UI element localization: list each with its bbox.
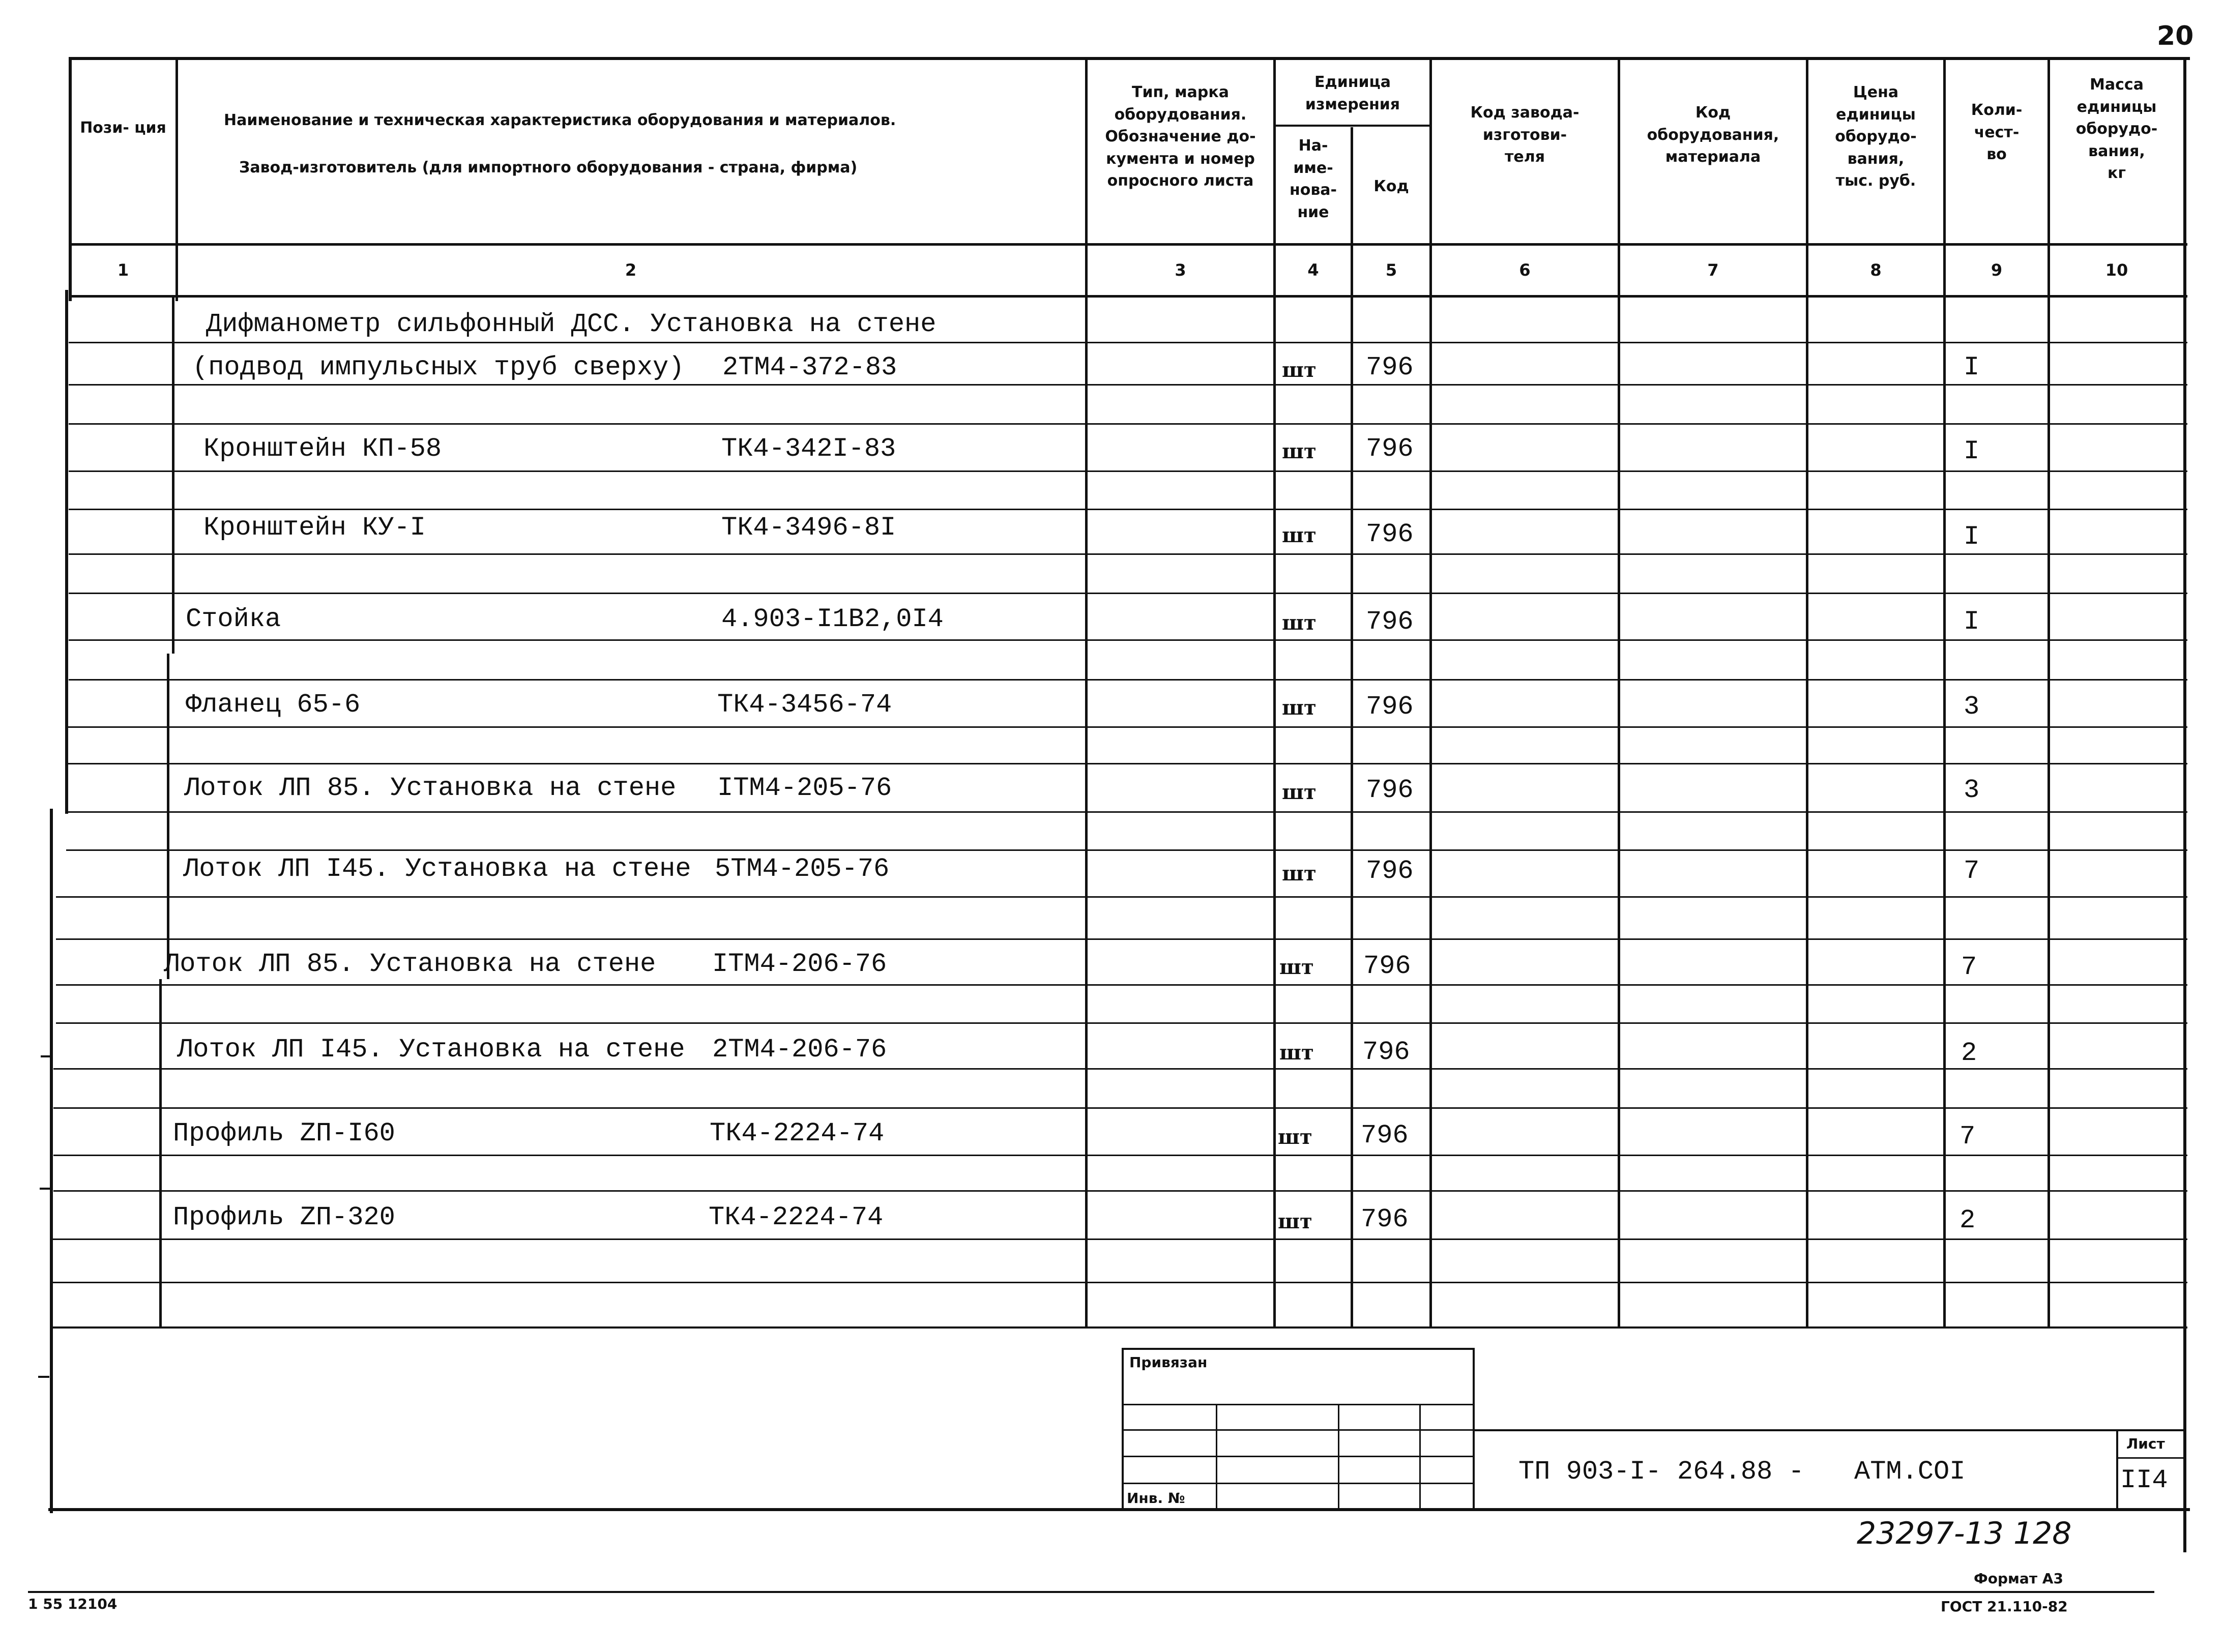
item-quantity: 2 [1959, 1205, 1976, 1235]
document-designation: ТП 903-I- 264.88 - [1518, 1457, 1804, 1487]
item-unit-code: 796 [1366, 434, 1414, 464]
col-number: 5 [1385, 260, 1397, 280]
footer-gost: ГОСТ 21.110-82 [1941, 1598, 2068, 1615]
item-quantity: I [1964, 522, 1980, 552]
header-equipment-code: Код оборудования, материала [1647, 104, 1779, 166]
item-unit: шт [1278, 1125, 1312, 1149]
item-name: Фланец 65-6 [186, 690, 361, 720]
item-unit-code: 796 [1366, 607, 1414, 637]
item-name: Лоток ЛП 85. Установка на стене [184, 773, 677, 803]
item-quantity: I [1964, 436, 1980, 466]
col-number: 8 [1870, 260, 1882, 280]
item-unit-code: 796 [1361, 1204, 1409, 1234]
item-document: ТК4-342I-83 [721, 434, 896, 464]
item-unit: шт [1279, 1041, 1314, 1065]
item-unit: шт [1282, 439, 1317, 463]
header-position: Пози- ция [80, 119, 166, 137]
header-price: Цена единицы оборудо- вания, тыс. руб. [1835, 83, 1917, 190]
item-unit-code: 796 [1366, 519, 1414, 549]
item-unit-code: 796 [1362, 1037, 1410, 1067]
item-unit-code: 796 [1361, 1120, 1409, 1150]
header-mass: Масса единицы оборудо- вания, кг [2075, 76, 2158, 182]
item-unit-code: 796 [1363, 951, 1411, 981]
header-unit-group: Единица измерения [1305, 73, 1400, 113]
footer-format: Формат А3 [1974, 1570, 2063, 1587]
item-name: Стойка [186, 604, 281, 634]
corner-page-mark: 20 [2157, 23, 2194, 46]
item-unit-code: 796 [1366, 775, 1414, 805]
item-document: 4.903-I1В2,0I4 [721, 604, 944, 634]
header-name-line1: Наименование и техническая характеристика оборудования и материалов. [224, 111, 896, 129]
item-name-continued: (подвод импульсных труб сверху) [192, 352, 685, 382]
item-unit: шт [1282, 696, 1317, 720]
item-unit: шт [1282, 611, 1317, 635]
item-unit: шт [1278, 1210, 1312, 1233]
col-number: 3 [1175, 260, 1186, 280]
col-number: 10 [2105, 260, 2128, 280]
item-document: ТК4-2224-74 [710, 1118, 885, 1148]
header-name-line2: Завод-изготовитель (для импортного оборудования - страна, фирма) [239, 159, 858, 176]
header-type-doc: Тип, марка оборудования. Обозначение до- кумента и номер опросного листа [1105, 83, 1256, 190]
item-quantity: 3 [1964, 775, 1980, 805]
col-number: 4 [1307, 260, 1319, 280]
item-name: Лоток ЛП 85. Установка на стене [164, 949, 656, 979]
item-name: Дифманометр сильфонный ДСС. Установка на стене [206, 309, 937, 339]
item-unit-code: 796 [1366, 856, 1414, 886]
item-name: Лоток ЛП I45. Установка на стене [177, 1035, 685, 1065]
item-document: ТК4-3456-74 [717, 690, 892, 720]
footer-code: 1 55 12104 [28, 1596, 118, 1612]
item-document: 2ТМ4-372-83 [722, 352, 897, 382]
item-unit-code: 796 [1366, 352, 1414, 382]
item-unit: шт [1282, 523, 1317, 547]
col-number: 9 [1991, 260, 2003, 280]
item-unit: шт [1282, 780, 1317, 804]
stamp-bound-label: Привязан [1129, 1354, 1208, 1371]
item-unit: шт [1282, 862, 1317, 886]
col-number: 2 [625, 260, 637, 280]
item-document: ТК4-2224-74 [709, 1202, 884, 1232]
col-number: 7 [1707, 260, 1719, 280]
item-unit: шт [1282, 358, 1317, 382]
header-quantity: Коли- чест- во [1971, 101, 2023, 163]
header-maker-code: Код завода- изготови- теля [1470, 104, 1579, 166]
stamp-inventory-label: Инв. № [1127, 1490, 1185, 1507]
header-unit-name: На- име- нова- ние [1289, 137, 1337, 221]
document-mark: АТМ.СОI [1854, 1457, 1966, 1487]
item-name: Профиль ZП-I60 [173, 1118, 395, 1148]
item-quantity: 2 [1961, 1038, 1977, 1068]
item-unit: шт [1279, 955, 1314, 979]
item-quantity: 3 [1964, 692, 1980, 722]
col-number: 1 [117, 260, 129, 280]
item-document: 2ТМ4-206-76 [712, 1035, 887, 1065]
item-quantity: I [1964, 607, 1980, 637]
sheet-number: II4 [2120, 1465, 2168, 1495]
item-unit-code: 796 [1366, 692, 1414, 722]
item-name: Кронштейн КУ-I [203, 513, 426, 543]
item-quantity: I [1964, 352, 1980, 382]
item-document: 5ТМ4-205-76 [715, 854, 890, 884]
item-name: Кронштейн КП-58 [203, 434, 442, 464]
sheet-label: Лист [2126, 1435, 2165, 1452]
item-name: Профиль ZП-320 [173, 1202, 395, 1232]
item-quantity: 7 [1961, 952, 1977, 982]
header-unit-code: Код [1373, 178, 1409, 195]
item-document: ITM4-205-76 [717, 773, 892, 803]
col-number: 6 [1519, 260, 1531, 280]
item-quantity: 7 [1959, 1122, 1976, 1152]
item-document: ТК4-3496-8I [721, 513, 896, 543]
item-document: ITM4-206-76 [712, 949, 887, 979]
item-quantity: 7 [1964, 856, 1980, 886]
handwritten-number: 23297-13 128 [1857, 1516, 2072, 1551]
item-name: Лоток ЛП I45. Установка на стене [183, 854, 691, 884]
